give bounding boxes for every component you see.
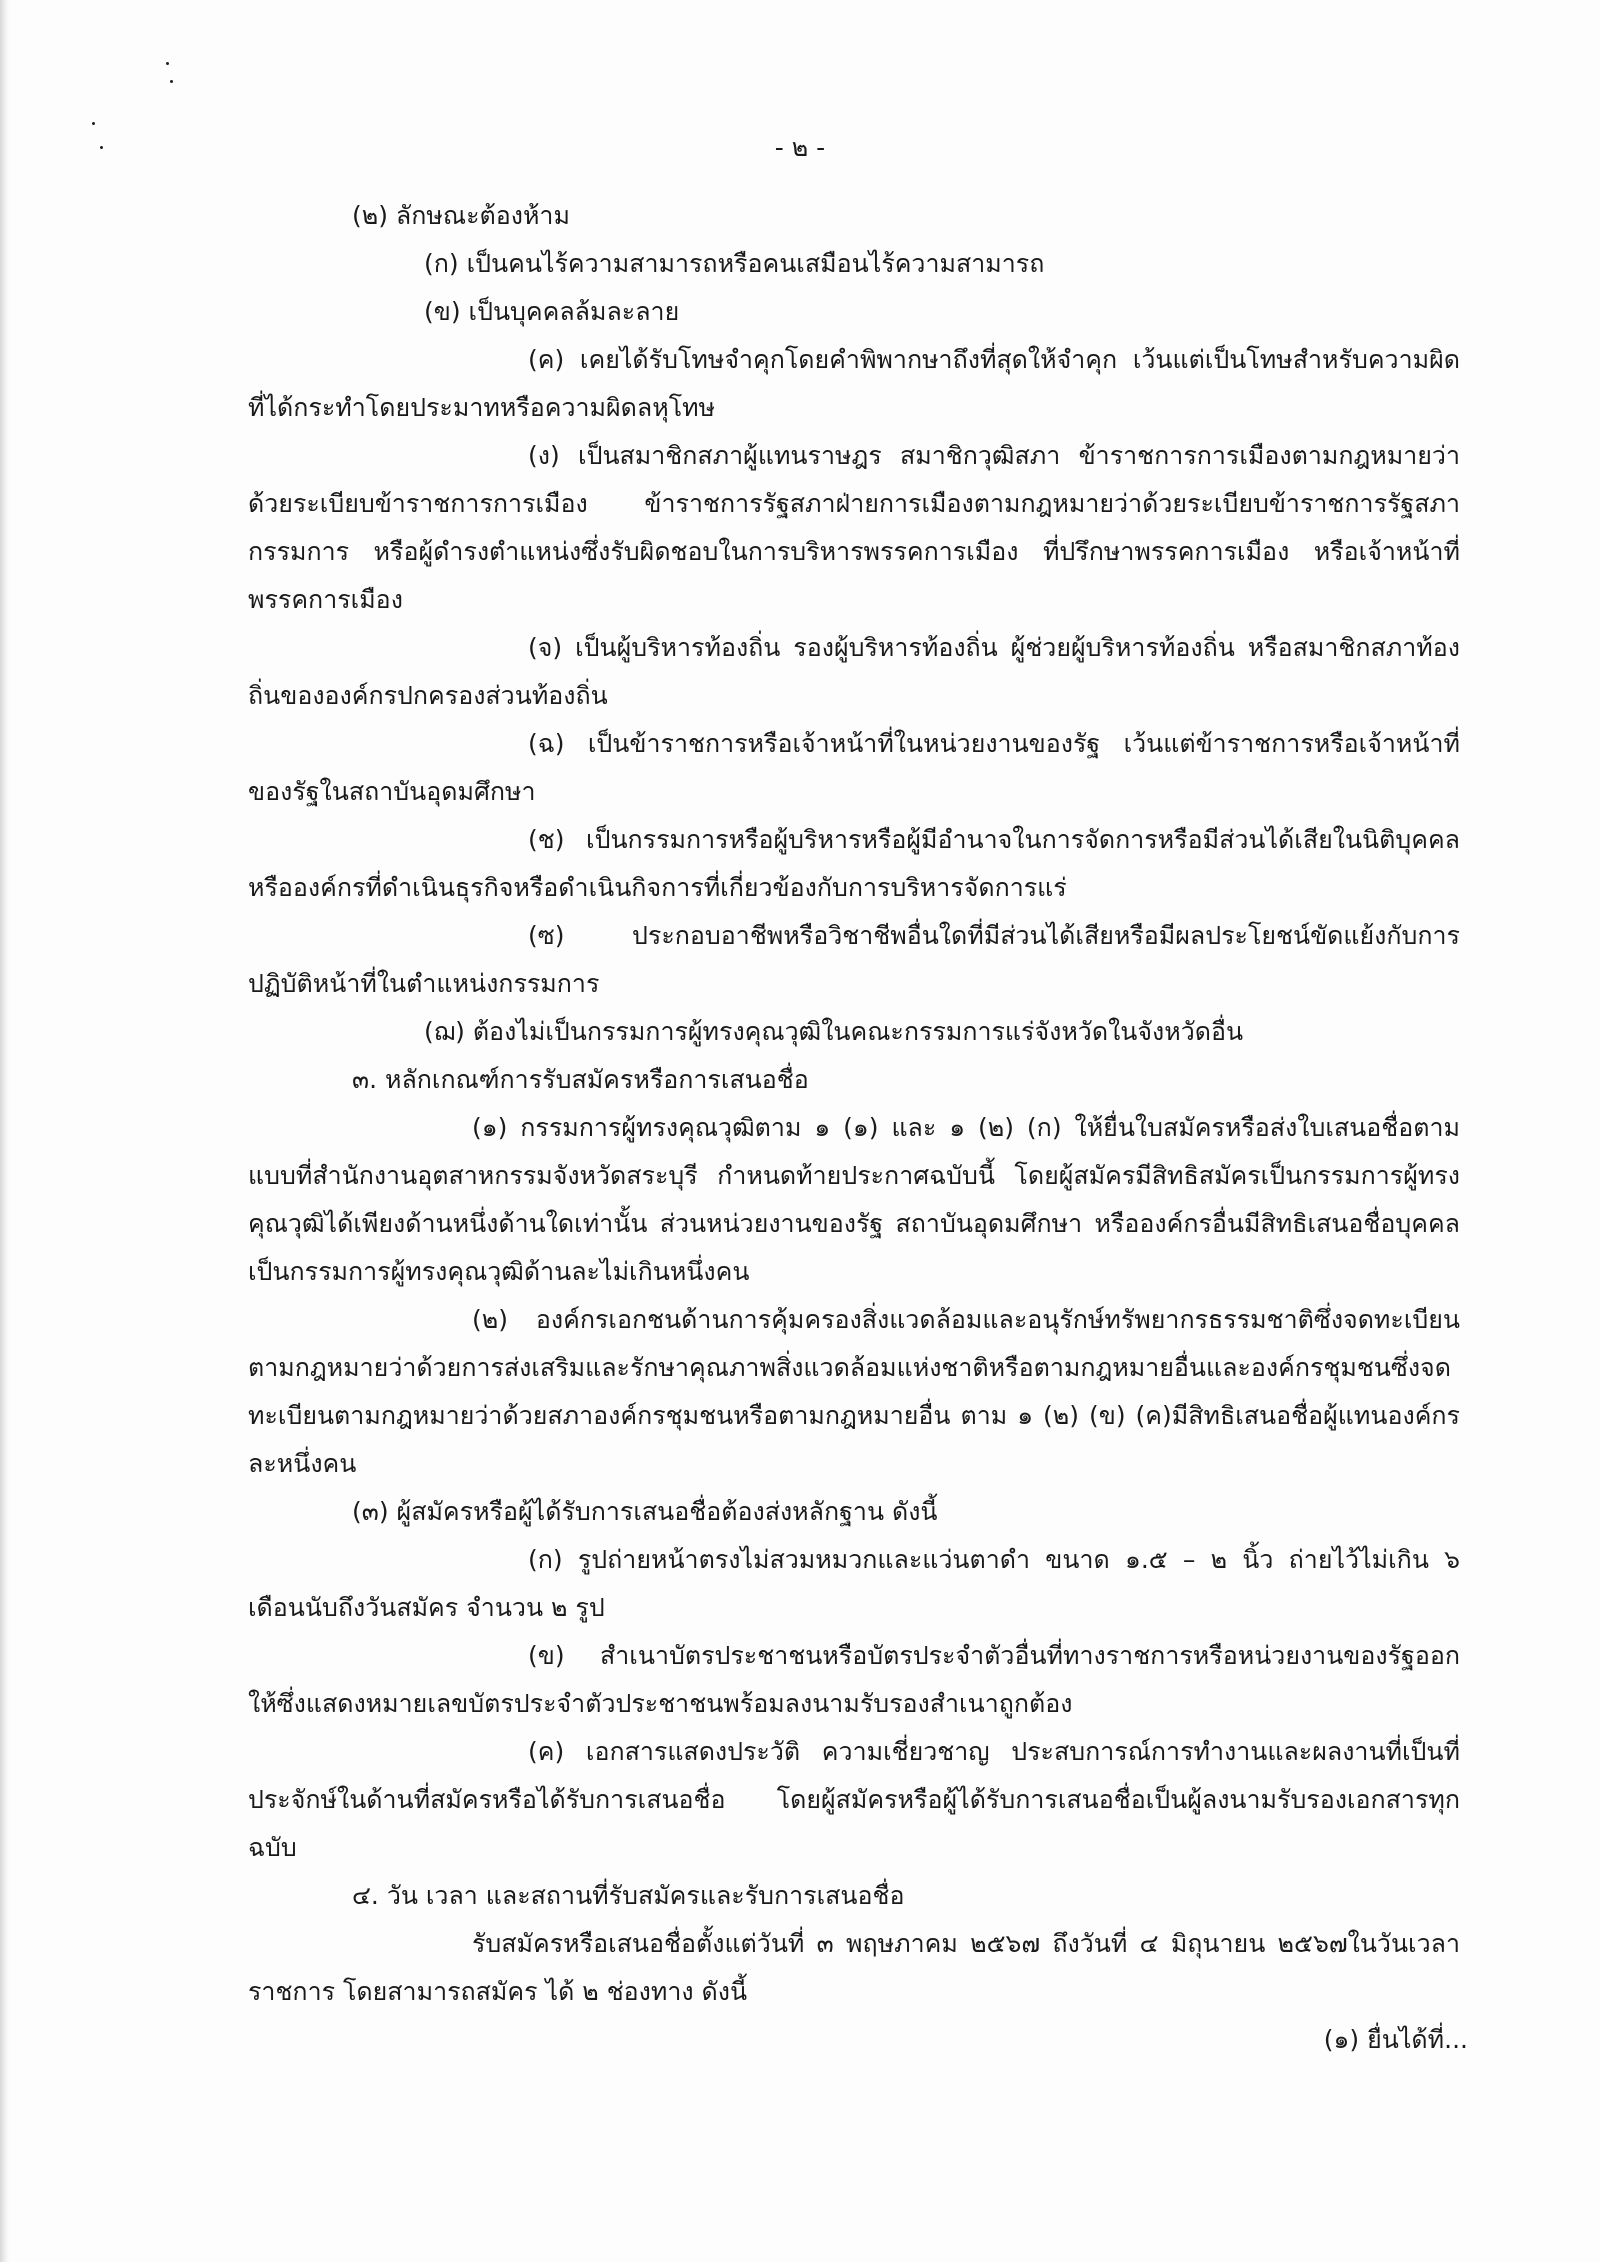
- paragraph: (จ) เป็นผู้บริหารท้องถิ่น รองผู้บริหารท้องถิ่น ผู้ช่วยผู้บริหารท้องถิ่น หรือสมาชิกสภาท้องถิ่นขององค์กรปกครองส่วนท้องถิ่น: [248, 633, 1460, 710]
- scan-speck: [92, 122, 95, 125]
- paragraph: (ก) รูปถ่ายหน้าตรงไม่สวมหมวกและแว่นตาดำ ขนาด ๑.๕ – ๒ นิ้ว ถ่ายไว้ไม่เกิน ๖ เดือนนับถึงวันสมัคร จำนวน ๒ รูป: [248, 1545, 1460, 1622]
- section-heading: ๓. หลักเกณฑ์การรับสมัครหรือการเสนอชื่อ: [352, 1065, 809, 1094]
- paragraph: (ข) เป็นบุคคลล้มละลาย: [424, 297, 680, 326]
- scan-speck: [170, 80, 173, 83]
- paragraph: (ข) สำเนาบัตรประชาชนหรือบัตรประจำตัวอื่นที่ทางราชการหรือหน่วยงานของรัฐออกให้ซึ่งแสดงหมายเลขบัตรประจำตัวประชาชนพร้อมลงนามรับรองสำเนาถูกต้อง: [248, 1641, 1460, 1718]
- continuation-note: (๑) ยื่นได้ที่...: [1323, 2025, 1468, 2054]
- paragraph: (ค) เอกสารแสดงประวัติ ความเชี่ยวชาญ ประสบการณ์การทำงานและผลงานที่เป็นที่ประจักษ์ในด้านที่สมัครหรือได้รับการเสนอชื่อ โดยผู้สมัครหรือผู้ได้รับการเสนอชื่อเป็นผู้ลงนามรับรองเอกสารทุกฉบับ: [248, 1737, 1460, 1862]
- section-heading: ๔. วัน เวลา และสถานที่รับสมัครและรับการเสนอชื่อ: [352, 1881, 905, 1910]
- paragraph: (ง) เป็นสมาชิกสภาผู้แทนราษฎร สมาชิกวุฒิสภา ข้าราชการการเมืองตามกฎหมายว่าด้วยระเบียบข้าราชการการเมือง ข้าราชการรัฐสภาฝ่ายการเมืองตามกฎหมายว่าด้วยระเบียบข้าราชการรัฐสภากรรมการ หรือผู้ดำรงตำแหน่งซึ่งรับผิดชอบในการบริหารพรรคการเมือง ที่ปรึกษาพรรคการเมือง หรือเจ้าหน้าที่พรรคการเมือง: [248, 441, 1460, 614]
- paragraph: (๒) องค์กรเอกชนด้านการคุ้มครองสิ่งแวดล้อมและอนุรักษ์ทรัพยากรธรรมชาติซึ่งจดทะเบียนตามกฎหมายว่าด้วยการส่งเสริมและรักษาคุณภาพสิ่งแวดล้อมแห่งชาติหรือตามกฎหมายอื่นและองค์กรชุมชนซึ่งจดทะเบียนตามกฎหมายว่าด้วยสภาองค์กรชุมชนหรือตามกฎหมายอื่น ตาม ๑ (๒) (ข) (ค)มีสิทธิเสนอชื่อผู้แทนองค์กรละหนึ่งคน: [248, 1305, 1460, 1478]
- paragraph: (๑) กรรมการผู้ทรงคุณวุฒิตาม ๑ (๑) และ ๑ (๒) (ก) ให้ยื่นใบสมัครหรือส่งใบเสนอชื่อตามแบบที่สำนักงานอุตสาหกรรมจังหวัดสระบุรี กำหนดท้ายประกาศฉบับนี้ โดยผู้สมัครมีสิทธิสมัครเป็นกรรมการผู้ทรงคุณวุฒิได้เพียงด้านหนึ่งด้านใดเท่านั้น ส่วนหน่วยงานของรัฐ สถาบันอุดมศึกษา หรือองค์กรอื่นมีสิทธิเสนอชื่อบุคคลเป็นกรรมการผู้ทรงคุณวุฒิด้านละไม่เกินหนึ่งคน: [248, 1113, 1460, 1286]
- paragraph: (ฉ) เป็นข้าราชการหรือเจ้าหน้าที่ในหน่วยงานของรัฐ เว้นแต่ข้าราชการหรือเจ้าหน้าที่ของรัฐในสถาบันอุดมศึกษา: [248, 729, 1460, 806]
- paragraph: (ซ) ประกอบอาชีพหรือวิชาชีพอื่นใดที่มีส่วนได้เสียหรือมีผลประโยชน์ขัดแย้งกับการปฏิบัติหน้าที่ในตำแหน่งกรรมการ: [248, 921, 1460, 998]
- paragraph: (๒) ลักษณะต้องห้าม: [352, 201, 570, 230]
- paragraph: (ค) เคยได้รับโทษจำคุกโดยคำพิพากษาถึงที่สุดให้จำคุก เว้นแต่เป็นโทษสำหรับความผิดที่ได้กระทำโดยประมาทหรือความผิดลหุโทษ: [248, 345, 1460, 422]
- scan-speck: [166, 62, 169, 65]
- scan-edge: [0, 0, 10, 2262]
- page-number: - ๒ -: [774, 133, 826, 162]
- paragraph: (ฌ) ต้องไม่เป็นกรรมการผู้ทรงคุณวุฒิในคณะกรรมการแร่จังหวัดในจังหวัดอื่น: [424, 1017, 1244, 1046]
- paragraph: (๓) ผู้สมัครหรือผู้ได้รับการเสนอชื่อต้องส่งหลักฐาน ดังนี้: [352, 1497, 938, 1526]
- paragraph: (ก) เป็นคนไร้ความสามารถหรือคนเสมือนไร้ความสามารถ: [424, 249, 1045, 278]
- paragraph: รับสมัครหรือเสนอชื่อตั้งแต่วันที่ ๓ พฤษภาคม ๒๕๖๗ ถึงวันที่ ๔ มิถุนายน ๒๕๖๗ในวันเวลาราชการ โดยสามารถสมัคร ได้ ๒ ช่องทาง ดังนี้: [248, 1929, 1460, 2006]
- document-body: [248, 192, 1460, 2016]
- paragraph: (ช) เป็นกรรมการหรือผู้บริหารหรือผู้มีอำนาจในการจัดการหรือมีส่วนได้เสียในนิติบุคคลหรือองค์กรที่ดำเนินธุรกิจหรือดำเนินกิจการที่เกี่ยวข้องกับการบริหารจัดการแร่: [248, 825, 1460, 902]
